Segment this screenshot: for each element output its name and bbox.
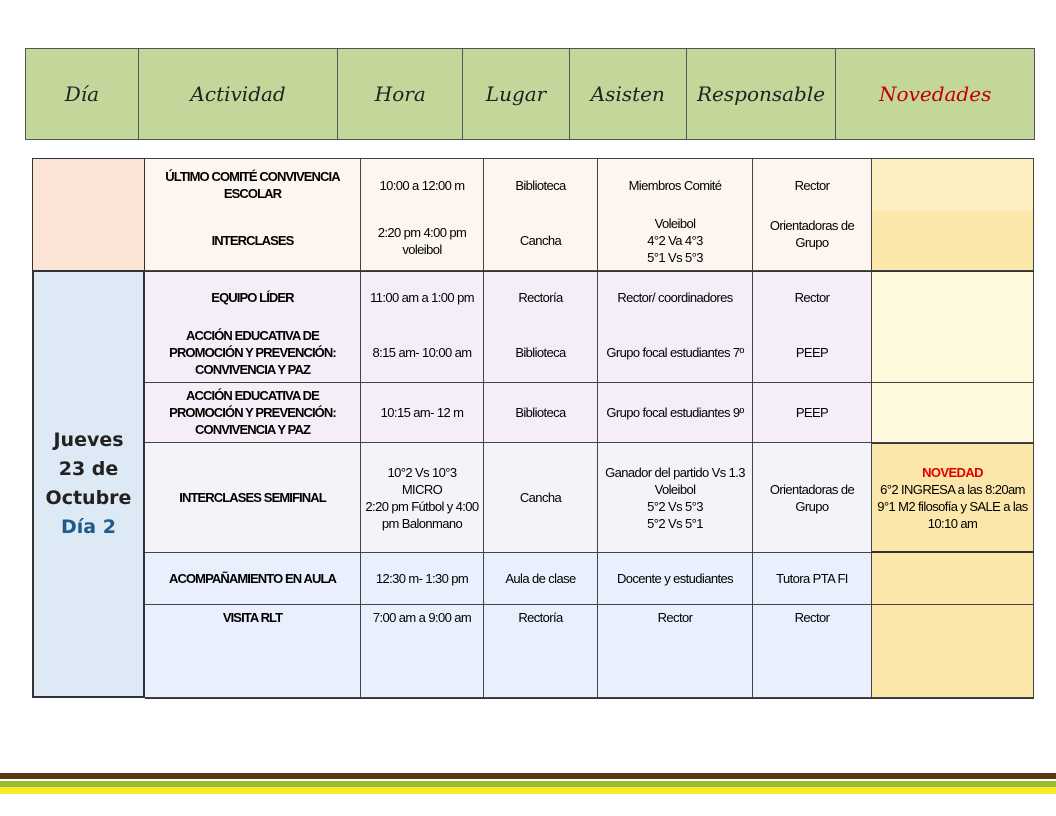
- cell-novedades: [872, 553, 1034, 605]
- cell-responsable: Rector: [753, 272, 872, 324]
- cell-novedades: [872, 605, 1034, 698]
- day-cell-thursday: [32, 271, 145, 698]
- cell-hora: 11:00 am a 1:00 pm: [361, 272, 484, 324]
- cell-lugar: Cancha: [484, 211, 598, 271]
- cell-asisten: Grupo focal estudiantes 9º: [598, 383, 753, 443]
- cell-novedades: [872, 211, 1034, 271]
- cell-hora: 2:20 pm 4:00 pm voleibol: [361, 211, 484, 271]
- header-dia: Día: [26, 49, 139, 139]
- novedad-title: NOVEDAD: [922, 464, 983, 480]
- cell-asisten: Ganador del partido Vs 1.3 Voleibol 5°2 Vs 5°3 5°2 Vs 5°1: [598, 443, 753, 553]
- day-weekday: Jueves: [53, 429, 124, 451]
- cell-lugar: Biblioteca: [484, 383, 598, 443]
- table-row: [145, 211, 1034, 271]
- header-lugar: Lugar: [463, 49, 570, 139]
- cell-lugar: Rectoría: [484, 272, 598, 324]
- cell-novedades: [872, 323, 1034, 383]
- header-row: [25, 48, 1035, 140]
- table-row: [145, 553, 1034, 605]
- table-row: [145, 605, 1034, 699]
- schedule-table: [32, 158, 1034, 698]
- cell-lugar: Rectoría: [484, 605, 598, 698]
- cell-hora: 8:15 am- 10:00 am: [361, 323, 484, 383]
- cell-hora: 12:30 m- 1:30 pm: [361, 553, 484, 605]
- cell-novedades: [872, 272, 1034, 324]
- day-date: 23 de: [58, 458, 119, 480]
- cell-responsable: Rector: [753, 159, 872, 212]
- cell-hora: 10°2 Vs 10°3 MICRO 2:20 pm Fútbol y 4:00 pm Balonmano: [361, 443, 484, 553]
- cell-novedades: [872, 383, 1034, 443]
- cell-actividad: EQUIPO LÍDER: [145, 272, 361, 324]
- cell-asisten: Rector: [598, 605, 753, 698]
- day-cell-previous: [32, 158, 145, 271]
- cell-responsable: PEEP: [753, 383, 872, 443]
- header-asisten: Asisten: [570, 49, 687, 139]
- cell-actividad: VISITA RLT: [145, 605, 361, 698]
- cell-lugar: Aula de clase: [484, 553, 598, 605]
- table-row: [145, 443, 1034, 553]
- cell-actividad: INTERCLASES SEMIFINAL: [145, 443, 361, 553]
- cell-responsable: PEEP: [753, 323, 872, 383]
- cell-lugar: Biblioteca: [484, 159, 598, 212]
- cell-actividad: ACCIÓN EDUCATIVA DE PROMOCIÓN Y PREVENCIÓN: CONVIVENCIA Y PAZ: [145, 383, 361, 443]
- table-row: [145, 271, 1034, 324]
- header-actividad: Actividad: [139, 49, 339, 139]
- cell-hora: 7:00 am a 9:00 am: [361, 605, 484, 698]
- cell-hora: 10:00 a 12:00 m: [361, 159, 484, 212]
- table-row: [145, 158, 1034, 212]
- cell-actividad: ACCIÓN EDUCATIVA DE PROMOCIÓN Y PREVENCIÓN: CONVIVENCIA Y PAZ: [145, 323, 361, 383]
- header-responsable: Responsable: [687, 49, 837, 139]
- cell-asisten: Grupo focal estudiantes 7º: [598, 323, 753, 383]
- stripe-yellow: [0, 787, 1056, 794]
- cell-lugar: Biblioteca: [484, 323, 598, 383]
- cell-responsable: Orientadoras de Grupo: [753, 211, 872, 271]
- table-row: [145, 383, 1034, 443]
- header-hora: Hora: [338, 49, 463, 139]
- cell-responsable: Orientadoras de Grupo: [753, 443, 872, 553]
- table-row: [145, 323, 1034, 383]
- day-month: Octubre: [45, 487, 132, 509]
- cell-responsable: Rector: [753, 605, 872, 698]
- cell-asisten: Docente y estudiantes: [598, 553, 753, 605]
- cell-lugar: Cancha: [484, 443, 598, 553]
- day-number: Día 2: [61, 516, 116, 538]
- cell-hora: 10:15 am- 12 m: [361, 383, 484, 443]
- cell-asisten: Rector/ coordinadores: [598, 272, 753, 324]
- cell-asisten: Miembros Comité: [598, 159, 753, 212]
- header-novedades: Novedades: [879, 82, 992, 106]
- novedad-text: 6°2 INGRESA a las 8:20am 9°1 M2 filosofía y SALE a las 10:10 am: [877, 481, 1028, 531]
- cell-responsable: Tutora PTA FI: [753, 553, 872, 605]
- cell-asisten: Voleibol 4°2 Va 4°3 5°1 Vs 5°3: [598, 211, 753, 271]
- cell-actividad: INTERCLASES: [145, 211, 361, 271]
- cell-novedades: [872, 443, 1034, 553]
- cell-actividad: ACOMPAÑAMIENTO EN AULA: [145, 553, 361, 605]
- cell-actividad: ÚLTIMO COMITÉ CONVIVENCIA ESCOLAR: [145, 159, 361, 212]
- cell-novedades: [872, 159, 1034, 212]
